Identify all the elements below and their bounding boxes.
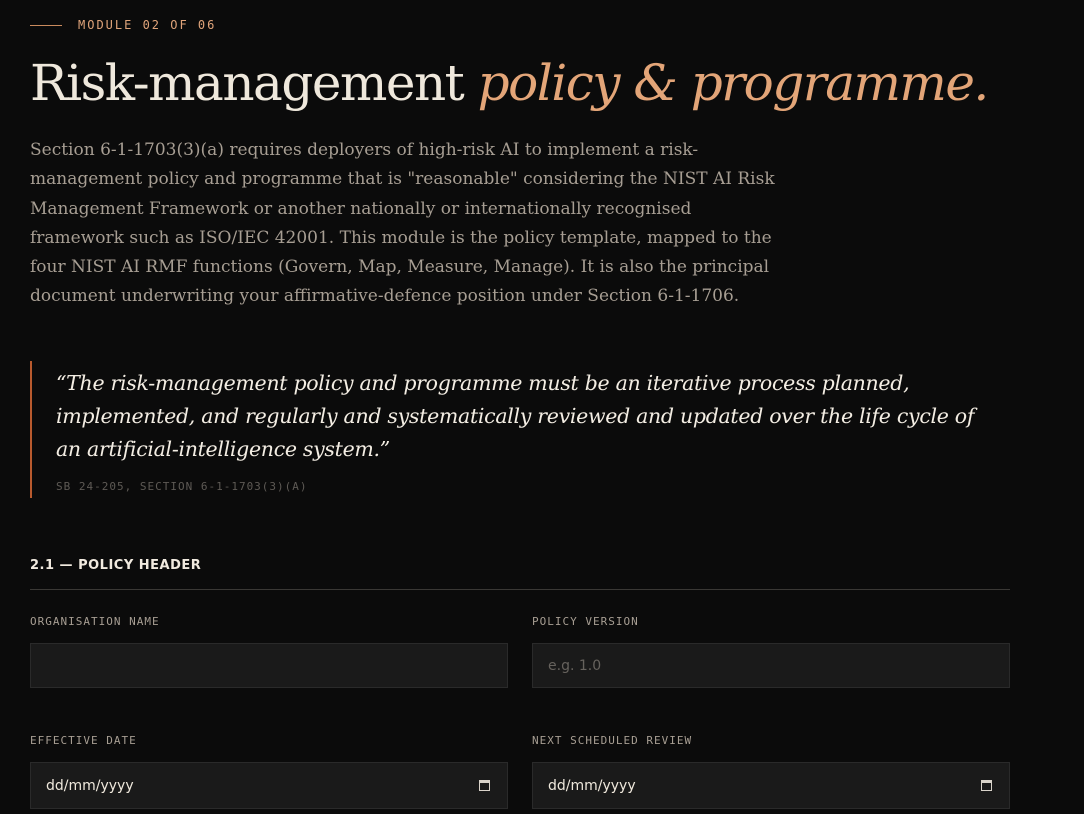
quote-text: “The risk-management policy and programme must be an iterative process planned, implemented, and regularly and systematically reviewed and updated over the life cycle of an artificial-intelligence system.” (56, 371, 975, 461)
policy-version-placeholder: e.g. 1.0 (548, 657, 602, 674)
policy-version-input[interactable] (532, 643, 1010, 688)
page-title (30, 48, 988, 118)
organisation-name-label: ORGANISATION NAME (30, 615, 160, 628)
module-counter: MODULE 02 OF 06 (78, 18, 217, 32)
policy-version-field (532, 615, 1010, 688)
organisation-name-field (30, 615, 508, 688)
effective-date-field (30, 734, 508, 809)
module-eyebrow (30, 18, 216, 32)
page-title-accent: policy & programme. (477, 54, 988, 112)
next-review-value: dd/mm/yyyy (548, 777, 636, 794)
statute-quote (30, 361, 1005, 498)
next-review-input[interactable] (532, 762, 1010, 809)
next-review-field (532, 734, 1010, 809)
calendar-icon[interactable] (479, 780, 490, 791)
calendar-icon[interactable] (981, 780, 992, 791)
section-title: 2.1 — POLICY HEADER (30, 558, 202, 573)
next-review-label: NEXT SCHEDULED REVIEW (532, 734, 693, 747)
effective-date-value: dd/mm/yyyy (46, 777, 134, 794)
section-divider (30, 589, 1010, 590)
eyebrow-rule (30, 25, 62, 26)
page-title-main: Risk-management (30, 54, 478, 112)
effective-date-label: EFFECTIVE DATE (30, 734, 137, 747)
quote-citation: SB 24-205, SECTION 6-1-1703(3)(A) (56, 480, 308, 493)
effective-date-input[interactable] (30, 762, 508, 809)
organisation-name-input[interactable] (30, 643, 508, 688)
module-intro: Section 6-1-1703(3)(a) requires deployers of high-risk AI to implement a risk-management policy and programme that is "reasonable" considering the NIST AI Risk Management Framework or another nationally or internationally recognised framework such as ISO/IEC 42001. This module is the policy template, mapped to the four NIST AI RMF functions (Govern, Map, Measure, Manage). It is also the principal document underwriting your affirmative-defence position under Section 6-1-1706. (30, 140, 775, 307)
policy-version-label: POLICY VERSION (532, 615, 639, 628)
